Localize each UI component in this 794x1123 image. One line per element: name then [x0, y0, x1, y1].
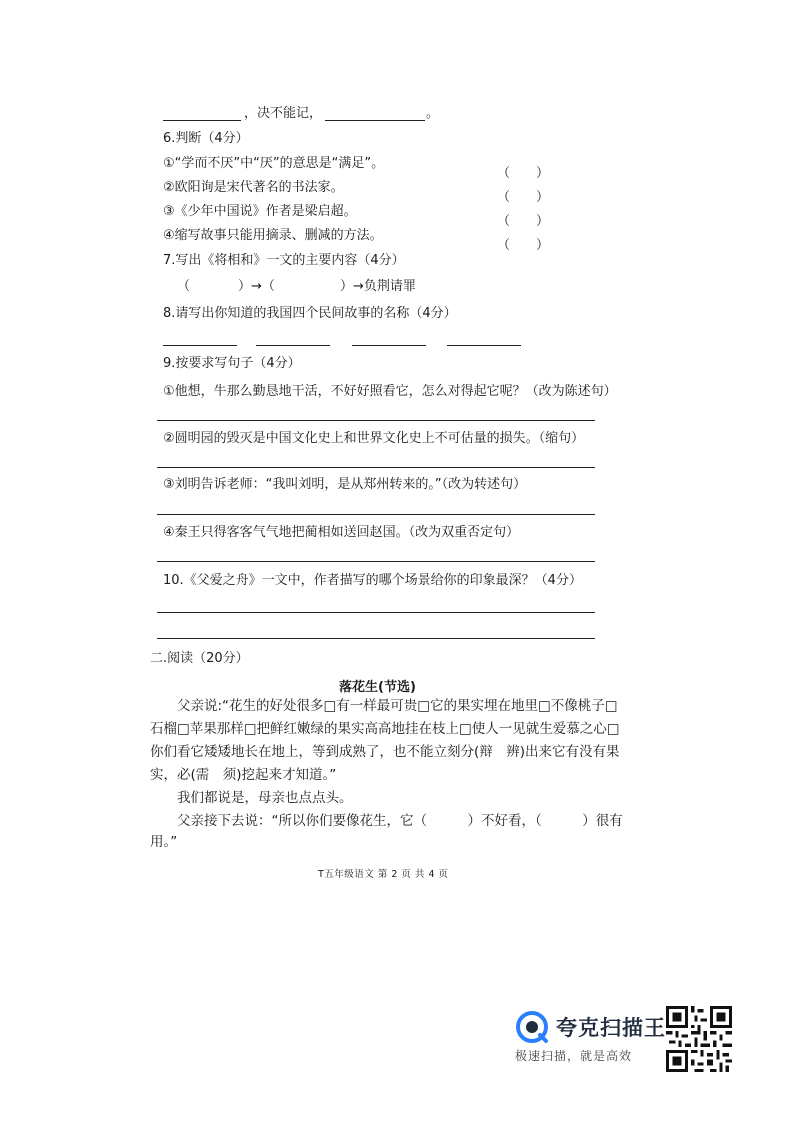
passage-line: 我们都说是，母亲也点点头。 [177, 790, 353, 806]
q9-item: ②圆明园的毁灭是中国文化史上和世界文化史上不可估量的损失。（缩句） [163, 431, 585, 446]
q10-heading: 10.《父爱之舟》一文中，作者描写的哪个场景给你的印象最深？（4分） [163, 573, 582, 588]
passage-title: 落花生(节选) [339, 680, 416, 695]
answer-line[interactable] [157, 638, 595, 639]
judge-paren[interactable]: （ ） [497, 238, 550, 253]
answer-line[interactable] [157, 561, 595, 562]
passage-line: 石榴□苹果那样□把鲜红嫩绿的果实高高地挂在枝上□使人一见就生爱慕之心□ [150, 721, 620, 737]
brand-slogan: 极速扫描，就是高效 [515, 1049, 633, 1063]
answer-line[interactable] [157, 514, 595, 515]
q7-part3: ）→负荆请罪 [340, 279, 416, 294]
q6-heading: 6.判断（4分） [163, 131, 249, 146]
brand-name: 夸克扫描王 [556, 1016, 666, 1040]
q6-item: ①“学而不厌”中“厌”的意思是“满足”。 [163, 156, 385, 171]
answer-line[interactable] [157, 420, 595, 421]
scanner-logo-icon [515, 1010, 549, 1044]
answer-blank[interactable] [163, 120, 241, 121]
q5-end-text: 。 [426, 106, 440, 121]
passage-line: 实，必(需 须)挖起来才知道。” [150, 767, 337, 783]
section-heading: 二.阅读（20分） [150, 651, 249, 666]
answer-blank[interactable] [352, 345, 426, 346]
judge-paren[interactable]: （ ） [497, 214, 550, 229]
page-footer: T五年级语文 第 2 页 共 4 页 [318, 869, 449, 880]
q9-heading: 9.按要求写句子（4分） [163, 356, 301, 371]
q7-heading: 7.写出《将相和》一文的主要内容（4分） [163, 253, 405, 268]
q9-item: ③刘明告诉老师：“我叫刘明，是从郑州转来的。”（改为转述句） [163, 477, 527, 492]
qr-code-icon [666, 1006, 732, 1072]
passage-line: 你们看它矮矮地长在地上，等到成熟了，也不能立刻分(辩 辨)出来它有没有果 [150, 744, 620, 760]
q6-item: ④缩写故事只能用摘录、删减的方法。 [163, 228, 383, 243]
q6-item: ②欧阳询是宋代著名的书法家。 [163, 180, 344, 195]
q7-part2: ）→（ [238, 279, 275, 294]
answer-blank[interactable] [163, 345, 237, 346]
q7-part1: （ [177, 279, 191, 294]
judge-paren[interactable]: （ ） [497, 190, 550, 205]
passage-line: 父亲说:“花生的好处很多□有一样最可贵□它的果实埋在地里□不像桃子□ [177, 698, 618, 714]
q6-item: ③《少年中国说》作者是梁启超。 [163, 204, 357, 219]
answer-line[interactable] [157, 612, 595, 613]
q9-item: ①他想，牛那么勤恳地干活，不好好照看它，怎么对得起它呢？（改为陈述句） [163, 384, 617, 399]
judge-paren[interactable]: （ ） [497, 166, 550, 181]
answer-line[interactable] [157, 467, 595, 468]
q8-heading: 8.请写出你知道的我国四个民间故事的名称（4分） [163, 306, 457, 321]
q5-tail-text: ，决不能记， [244, 106, 323, 121]
passage-line: 父亲接下去说：“所以你们要像花生，它（ ）不好看，（ ）很有 [177, 813, 623, 829]
answer-blank[interactable] [447, 345, 521, 346]
passage-line: 用。” [150, 834, 178, 850]
q9-item: ④秦王只得客客气气地把蔺相如送回赵国。（改为双重否定句） [163, 525, 520, 540]
answer-blank[interactable] [325, 120, 425, 121]
answer-blank[interactable] [256, 345, 330, 346]
